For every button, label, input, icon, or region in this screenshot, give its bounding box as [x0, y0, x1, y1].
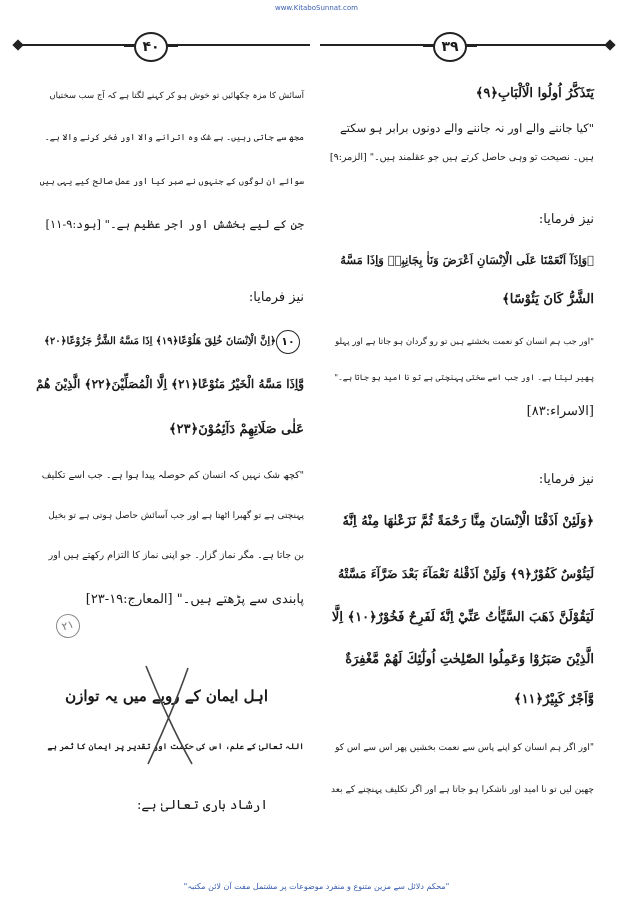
- left-line-9: "کچھ شک نہیں کہ انسان کم حوصلہ پیدا ہوا ہے۔ جب اسے تکلیف: [41, 470, 304, 481]
- right-line-16: "اور اگر ہم انسان کو اپنے پاس سے نعمت بخشیں پھر اس سے اس کو: [335, 743, 594, 753]
- section-heading-line-1: اہل ایمان کے رویے میں یہ توازن: [65, 687, 268, 705]
- right-line-9: [الاسراء:۸۳]: [526, 404, 594, 419]
- left-line-1: آسائش کا مزہ چکھائیں تو خوش ہو کر کہنے لگتا ہے کہ آج سب سختیاں: [49, 91, 304, 101]
- left-line-10: پہنچتی ہے تو گھبرا اٹھتا ہے اور جب آسائش حاصل ہوتی ہے تو بخیل: [48, 511, 304, 521]
- section-heading-line-2: اللہ تعالیٰ کے علم، اس کی حکمت اور تقدیر پر ایمان کا ثمر ہے: [47, 741, 304, 751]
- left-line-11: بن جاتا ہے۔ مگر نماز گزار۔ جو اپنی نماز کا التزام رکھتے ہیں اور: [48, 550, 304, 561]
- right-line-5: ﴿وَاِذَآ اَنْعَمْنَا عَلَى الْاِنْسَانِ اَعْرَضَ وَنَاٰ بِجَانِبِهٖ وَاِذَا مَسَّهُ: [340, 253, 594, 267]
- right-page-number: ۳۹: [433, 32, 467, 62]
- right-line-10: نیز فرمایا:: [538, 472, 594, 487]
- right-line-14: الَّذِيْنَ صَبَرُوْا وَعَمِلُوا الصّٰلِحٰتِ اُولٰٓئِكَ لَهُمْ مَّغْفِرَةٌ: [345, 652, 594, 667]
- left-line-4: جن کے لیے بخشش اور اجر عظیم ہے۔" [ہود:۹-۱۱]: [45, 217, 304, 231]
- left-line-6: ﴿اِنَّ الْاِنْسَانَ خُلِقَ هَلُوْعًا﴿۱۹﴾ اِذَا مَسَّهُ الشَّرُّ جَزُوْعًا﴿۲۰﴾: [44, 336, 276, 347]
- left-line-7: وَّاِذَا مَسَّهُ الْخَيْرُ مَنُوْعًا﴿۲۱﴾ اِلَّا الْمُصَلِّيْنَ﴿۲۲﴾ الَّذِيْنَ هُمْ: [36, 377, 304, 391]
- right-line-13: لَيَقُوْلَنَّ ذَهَبَ السَّيِّاٰتُ عَنِّيْ اِنَّهٗ لَفَرِحٌ فَخُوْرٌ﴿۱۰﴾ اِلَّا: [331, 610, 594, 625]
- right-line-2: "کیا جاننے والے اور نہ جاننے والے دونوں برابر ہو سکتے: [340, 121, 594, 135]
- left-line-12: پابندی سے پڑھتے ہیں۔" [المعارج:۱۹-۲۳]: [85, 592, 304, 607]
- right-rule-end-ornament: [604, 39, 615, 50]
- left-rule-end-ornament: [12, 39, 23, 50]
- left-page-number: ۴۰: [134, 32, 168, 62]
- left-line-3: سوائے ان لوگوں کے جنہوں نے صبر کیا اور عمل صالح کیے یہی ہیں: [39, 177, 304, 187]
- footer-tagline: "محکم دلائل سے مزین متنوع و منفرد موضوعات پر مشتمل مفت آن لائن مکتبہ": [183, 882, 450, 891]
- left-line-2: مجھ سے جاتی رہیں۔ بے شک وہ اترانے والا اور فخر کرنے والا ہے۔: [44, 133, 304, 143]
- right-line-4: نیز فرمایا:: [538, 212, 594, 227]
- right-line-1: یَتَذَکَّرُ اُولُوا الْاَلْبَابِ﴿۹﴾: [475, 86, 594, 101]
- right-line-7: "اور جب ہم انسان کو نعمت بخشتے ہیں تو رو گردان ہو جاتا ہے اور پہلو: [335, 337, 594, 347]
- handwritten-margin-note: ۲۱: [53, 611, 83, 641]
- left-line-5: نیز فرمایا:: [248, 290, 304, 305]
- verse-marker: ۱۰: [276, 330, 300, 354]
- right-line-15: وَّاَجْرٌ كَبِيْرٌ﴿۱۱﴾: [513, 692, 594, 707]
- right-line-8: پھیر لیتا ہے۔ اور جب اسے سختی پہنچتی ہے تو نا امید ہو جاتا ہے۔": [334, 373, 594, 382]
- right-line-3: ہیں۔ نصیحت تو وہی حاصل کرتے ہیں جو عقلمند ہیں۔" [الزمر:۹]: [329, 152, 594, 163]
- right-line-17: چھین لیں تو نا امید اور ناشکرا ہو جاتا ہے اور اگر تکلیف پہنچنے کے بعد: [331, 785, 594, 795]
- site-url[interactable]: www.KitaboSunnat.com: [274, 4, 358, 12]
- right-line-11: ﴿وَلَئِنْ اَذَقْنَا الْاِنْسَانَ مِنَّا رَحْمَةً ثُمَّ نَزَعْنٰهَا مِنْهُ اِنَّهٗ: [342, 514, 594, 529]
- right-line-12: لَيَئُوْسٌ كَفُوْرٌ﴿۹﴾ وَلَئِنْ اَذَقْنٰهُ نَعْمَآءَ بَعْدَ ضَرَّآءَ مَسَّتْهُ: [338, 566, 594, 581]
- right-line-6: الشَّرُّ كَانَ يَئُوْسًا﴾: [502, 292, 594, 307]
- left-line-15: ارشاد باری تعالیٰ ہے:: [136, 798, 268, 813]
- left-line-8: عَلٰى صَلَاتِهِمْ دَآئِمُوْنَ﴿۲۳﴾: [168, 422, 304, 437]
